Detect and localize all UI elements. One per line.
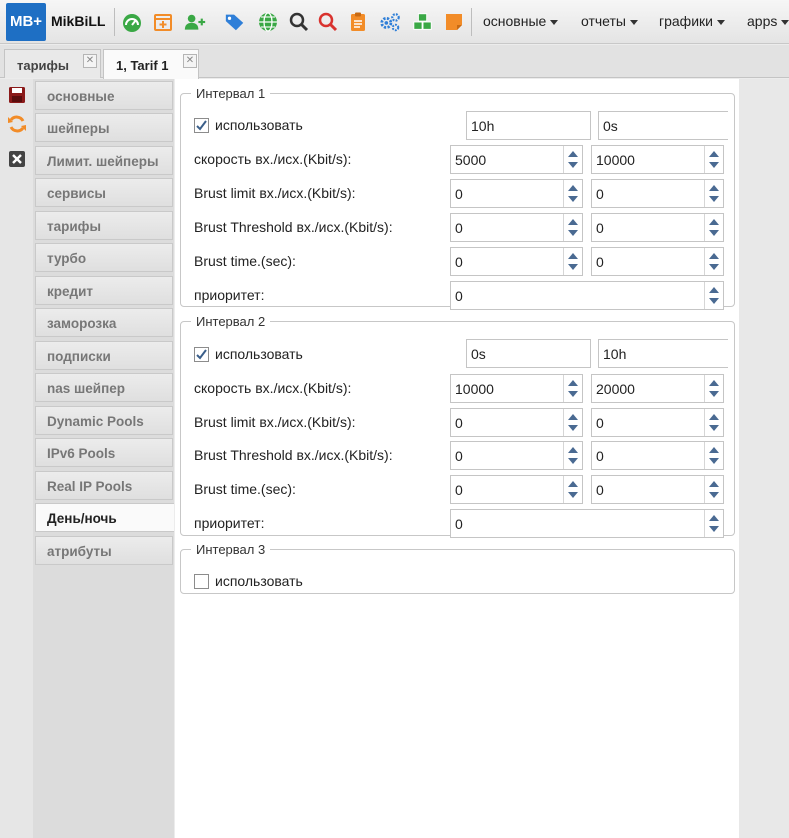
time-to-input[interactable]: 0s: [598, 111, 728, 140]
sidenav-item-services[interactable]: сервисы: [35, 178, 173, 207]
burst-limit-in-spinner[interactable]: 0: [450, 408, 583, 437]
right-gutter: [739, 79, 789, 838]
sidenav-item-credit[interactable]: кредит: [35, 276, 173, 305]
sidenav-item-dynamic-pools[interactable]: Dynamic Pools: [35, 406, 173, 435]
burst-time-in-spinner[interactable]: 0: [450, 247, 583, 276]
checkmark-icon: [195, 119, 208, 132]
sidenav-item-turbo[interactable]: турбо: [35, 243, 173, 272]
dashboard-gauge-icon[interactable]: [121, 11, 143, 33]
use-label: использовать: [215, 117, 303, 133]
calendar-add-icon[interactable]: [152, 11, 174, 33]
sticky-note-icon[interactable]: [443, 11, 465, 33]
speed-label: скорость вх./исх.(Kbit/s):: [194, 151, 352, 167]
burst-threshold-label: Brust Threshold вх./исх.(Kbit/s):: [194, 447, 393, 463]
use-label: использовать: [215, 346, 303, 362]
speed-out-spinner[interactable]: 10000: [591, 145, 724, 174]
user-add-icon[interactable]: [184, 11, 206, 33]
burst-threshold-label: Brust Threshold вх./исх.(Kbit/s):: [194, 219, 393, 235]
gears-icon[interactable]: [379, 11, 401, 33]
top-toolbar: [0, 0, 789, 44]
time-to-input[interactable]: 10h: [598, 339, 728, 368]
priority-spinner[interactable]: 0: [450, 281, 724, 310]
spinner-arrows-icon[interactable]: [704, 180, 723, 207]
speed-out-spinner[interactable]: 20000: [591, 374, 724, 403]
toolbar-divider: [471, 8, 472, 36]
sidenav-item-ipv6-pools[interactable]: IPv6 Pools: [35, 438, 173, 467]
priority-spinner[interactable]: 0: [450, 509, 724, 538]
speed-in-spinner[interactable]: 10000: [450, 374, 583, 403]
tab-tarif-1[interactable]: 1, Tarif 1 ✕: [103, 49, 199, 79]
spinner-arrows-icon[interactable]: [704, 409, 723, 436]
tab-bar: [0, 45, 789, 78]
priority-label: приоритет:: [194, 515, 265, 531]
sidenav-item-day-night[interactable]: День/ночь: [35, 503, 174, 532]
burst-limit-label: Brust limit вх./исх.(Kbit/s):: [194, 185, 356, 201]
burst-limit-label: Brust limit вх./исх.(Kbit/s):: [194, 414, 356, 430]
refresh-icon[interactable]: [7, 114, 27, 134]
speed-in-spinner[interactable]: 5000: [450, 145, 583, 174]
burst-limit-in-spinner[interactable]: 0: [450, 179, 583, 208]
burst-limit-out-spinner[interactable]: 0: [591, 408, 724, 437]
sidenav-item-tariffs[interactable]: тарифы: [35, 211, 173, 240]
sidenav-item-shapers[interactable]: шейперы: [35, 113, 173, 142]
use-label: использовать: [215, 573, 303, 589]
interval-title: Интервал 3: [196, 542, 266, 557]
spinner-arrows-icon[interactable]: [563, 442, 582, 469]
interval-title: Интервал 2: [196, 314, 266, 329]
use-checkbox[interactable]: [194, 118, 209, 133]
interval-1-fieldset: [180, 86, 735, 307]
main-panel: [175, 79, 739, 838]
spinner-arrows-icon[interactable]: [704, 375, 723, 402]
sidenav-item-nas-shaper[interactable]: nas шейпер: [35, 373, 173, 402]
spinner-arrows-icon[interactable]: [563, 180, 582, 207]
interval-3-fieldset: [180, 542, 735, 594]
spinner-arrows-icon[interactable]: [704, 214, 723, 241]
save-icon[interactable]: [7, 85, 27, 105]
spinner-arrows-icon[interactable]: [563, 214, 582, 241]
spinner-arrows-icon[interactable]: [704, 146, 723, 173]
app-brand[interactable]: MikBiLL: [51, 13, 106, 29]
sidenav-item-subscriptions[interactable]: подписки: [35, 341, 173, 370]
sidenav-item-limit-shapers[interactable]: Лимит. шейперы: [35, 146, 173, 175]
cubes-icon[interactable]: [412, 11, 434, 33]
burst-threshold-out-spinner[interactable]: 0: [591, 213, 724, 242]
close-icon[interactable]: ✕: [183, 54, 197, 68]
burst-threshold-in-spinner[interactable]: 0: [450, 213, 583, 242]
burst-threshold-out-spinner[interactable]: 0: [591, 441, 724, 470]
menu-apps[interactable]: apps: [747, 13, 789, 29]
sidenav-item-main[interactable]: основные: [35, 81, 173, 110]
menu-main[interactable]: основные: [483, 13, 558, 29]
speed-label: скорость вх./исх.(Kbit/s):: [194, 380, 352, 396]
sidenav-item-freeze[interactable]: заморозка: [35, 308, 173, 337]
burst-time-in-spinner[interactable]: 0: [450, 475, 583, 504]
spinner-arrows-icon[interactable]: [563, 248, 582, 275]
spinner-arrows-icon[interactable]: [704, 282, 723, 309]
burst-threshold-in-spinner[interactable]: 0: [450, 441, 583, 470]
side-nav: [33, 79, 174, 838]
spinner-arrows-icon[interactable]: [704, 442, 723, 469]
time-from-input[interactable]: 0s: [466, 339, 591, 368]
close-icon[interactable]: [7, 149, 27, 169]
action-rail: [0, 79, 33, 838]
interval-2-fieldset: [180, 314, 735, 536]
spinner-arrows-icon[interactable]: [704, 476, 723, 503]
spinner-arrows-icon[interactable]: [563, 375, 582, 402]
spinner-arrows-icon[interactable]: [563, 409, 582, 436]
use-checkbox[interactable]: [194, 347, 209, 362]
interval-title: Интервал 1: [196, 86, 266, 101]
menu-reports[interactable]: отчеты: [581, 13, 638, 29]
spinner-arrows-icon[interactable]: [704, 248, 723, 275]
search-icon[interactable]: [288, 11, 310, 33]
burst-time-out-spinner[interactable]: 0: [591, 247, 724, 276]
search-red-icon[interactable]: [317, 11, 339, 33]
spinner-arrows-icon[interactable]: [563, 476, 582, 503]
spinner-arrows-icon[interactable]: [563, 146, 582, 173]
menu-charts[interactable]: графики: [659, 13, 725, 29]
tab-tariffs[interactable]: тарифы ✕: [4, 49, 101, 78]
clipboard-icon[interactable]: [347, 11, 369, 33]
tags-icon[interactable]: [224, 11, 246, 33]
use-checkbox[interactable]: [194, 574, 209, 589]
globe-icon[interactable]: [257, 11, 279, 33]
toolbar-divider: [114, 8, 115, 36]
checkmark-icon: [195, 348, 208, 361]
app-logo[interactable]: MB+: [6, 3, 46, 41]
burst-time-label: Brust time.(sec):: [194, 481, 296, 497]
spinner-arrows-icon[interactable]: [704, 510, 723, 537]
priority-label: приоритет:: [194, 287, 265, 303]
burst-time-out-spinner[interactable]: 0: [591, 475, 724, 504]
burst-limit-out-spinner[interactable]: 0: [591, 179, 724, 208]
time-from-input[interactable]: 10h: [466, 111, 591, 140]
close-icon[interactable]: ✕: [83, 54, 97, 68]
sidenav-item-real-ip-pools[interactable]: Real IP Pools: [35, 471, 173, 500]
burst-time-label: Brust time.(sec):: [194, 253, 296, 269]
sidenav-item-attributes[interactable]: атрибуты: [35, 536, 173, 565]
